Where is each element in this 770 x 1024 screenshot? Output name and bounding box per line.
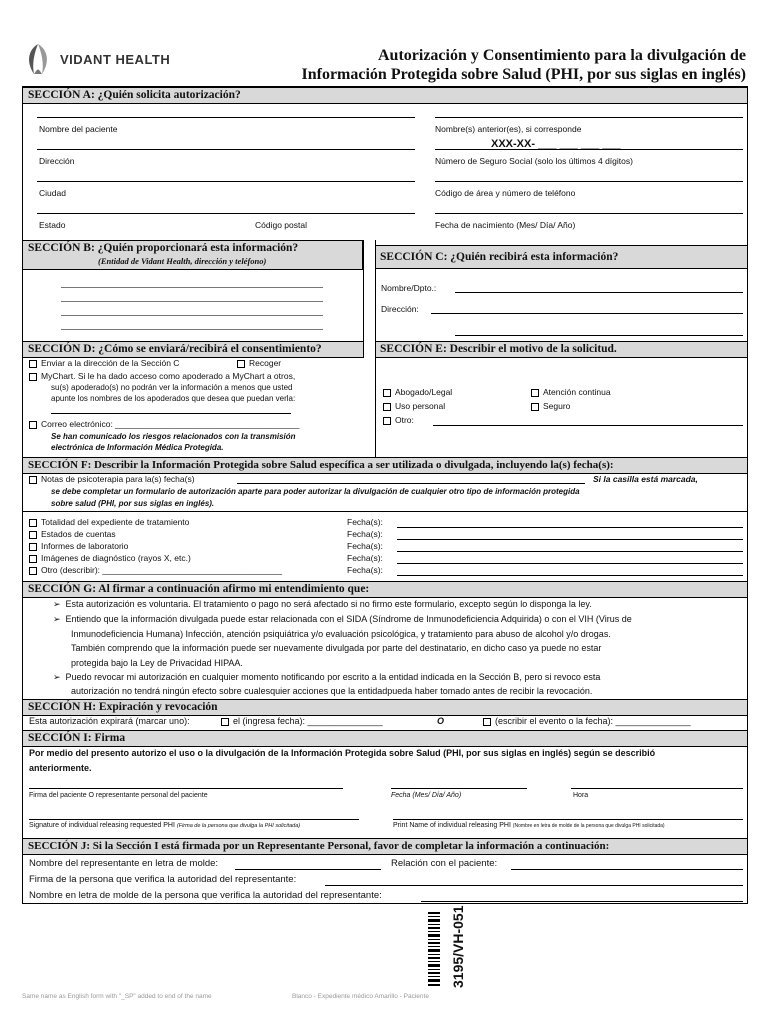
d-email-note-1: Se han comunicado los riesgos relacionados con la transmisión [51, 432, 296, 441]
prev-names-line[interactable] [435, 117, 743, 118]
d-email-note-2: electrónica de Información Médica Protegida. [51, 443, 224, 452]
j-rep-name-label: Nombre del representante en letra de molde: [29, 858, 219, 869]
e-other-checkbox[interactable] [383, 417, 391, 425]
form-title [302, 46, 747, 84]
h-event-label: (escribir el evento o la fecha): _______________ [495, 716, 691, 726]
prev-names-label: Nombre(s) anterior(es), si corresponde [435, 124, 582, 134]
de-divider [375, 341, 376, 457]
phone-line[interactable] [435, 181, 743, 182]
section-f-header: SECCIÓN F: Describir la Información Protegida sobre Salud específica a ser utilizada o divulgada, incluyendo la(s) fecha(s): [23, 457, 747, 474]
d-email-checkbox[interactable] [29, 421, 37, 429]
phone-label: Código de área y número de teléfono [435, 188, 576, 198]
d-proxy-line[interactable] [51, 413, 291, 414]
i-sig-patient-label: Firma del paciente O representante personal del paciente [29, 792, 208, 799]
section-a-header: SECCIÓN A: ¿Quién solicita autorización? [23, 87, 747, 104]
f-item-4[interactable] [29, 553, 191, 563]
d-mychart-checkbox[interactable] [29, 373, 37, 381]
title-line-2: Información Protegida sobre Salud (PHI, por sus siglas en inglés) [301, 66, 746, 83]
ssn-mask: XXX-XX- ___ ___ ___ ___ [491, 138, 621, 150]
e-personal-label: Uso personal [395, 401, 446, 411]
g-b3-text-2: autorización no tendrá ningún efecto sobre cualesquier acciones que la entidadpueda haber tomado antes de recibir la revocación. [71, 686, 593, 696]
f-item-3-label: Informes de laboratorio [41, 541, 129, 551]
c-address-line[interactable] [431, 313, 743, 314]
i-print-releasing-en: Print Name of individual releasing PHI [393, 822, 511, 829]
section-h-header: SECCIÓN H: Expiración y revocación [23, 699, 747, 716]
f-date-line-2[interactable] [397, 539, 743, 540]
state-label: Estado [39, 220, 66, 230]
f-item-5-label: Otro (describir): ______________________________________ [41, 565, 283, 575]
c-address-label: Dirección: [381, 304, 419, 314]
g-bullet-2 [53, 613, 713, 625]
e-lawyer-label: Abogado/Legal [395, 387, 453, 397]
section-d-header: SECCIÓN D: ¿Cómo se enviará/recibirá el consentimiento? [23, 341, 364, 358]
section-g-header: SECCIÓN G: Al firmar a continuación afirmo mi entendimiento que: [23, 581, 747, 598]
section-j-header: SECCIÓN J: Si la Sección I está firmada por un Representante Personal, favor de completar la información a continuación: [23, 838, 747, 855]
dob-line[interactable] [435, 213, 743, 214]
e-insurance-checkbox[interactable] [531, 403, 539, 411]
h-opt-date[interactable] [221, 716, 383, 726]
section-c-header: SECCIÓN C: ¿Quién recibirá esta información? [375, 245, 747, 269]
d-send-checkbox[interactable] [29, 360, 37, 368]
g-b2-text-4: protegida bajo la Ley de Privacidad HIPAA. [71, 658, 243, 668]
dob-label: Fecha de nacimiento (Mes/ Día/ Año) [435, 220, 576, 230]
h-or: O [437, 716, 445, 726]
e-opt-lawyer[interactable] [383, 387, 452, 397]
section-e-header: SECCIÓN E: Describir el motivo de la solicitud. [375, 341, 747, 358]
j-verifier-sig-line[interactable] [325, 885, 743, 886]
f-item-4-checkbox[interactable] [29, 555, 37, 563]
g-b2-text-1: Entiendo que la información divulgada puede estar relacionada con el SIDA (Síndrome de Inmunodeficiencia Adquirida) o con el VIH (Virus de [65, 614, 632, 624]
g-b3-text-1: Puedo revocar mi autorización en cualquier momento notificando por escrito a la entidad indicada en la Sección B, pero si revoco esta [65, 672, 601, 682]
f-psych-checkbox[interactable] [29, 476, 37, 484]
d-opt-mychart[interactable] [29, 371, 295, 381]
f-date-line-4[interactable] [397, 563, 743, 564]
e-other-label: Otro: [395, 415, 414, 425]
address-label: Dirección [39, 156, 75, 166]
i-sig-releasing-en: Signature of individual releasing requested PHI [29, 822, 175, 829]
j-relation-line[interactable] [511, 869, 743, 870]
i-statement-1: Por medio del presento autorizo el uso o la divulgación de la Información Protegida sobre Salud (PHI, por sus siglas en inglés) según se describió [29, 748, 656, 758]
f-item-1[interactable] [29, 517, 189, 527]
f-psych-label: Notas de psicoterapia para la(s) fecha(s) [41, 474, 195, 484]
g-bullet-3 [53, 671, 713, 683]
e-opt-care[interactable] [531, 387, 611, 397]
f-item-4-label: Imágenes de diagnóstico (rayos X, etc.) [41, 553, 191, 563]
i-print-releasing-label [393, 822, 665, 829]
f-date-label-2: Fecha(s): [347, 529, 383, 539]
j-rep-name-line[interactable] [235, 869, 381, 870]
b-right-border [363, 240, 364, 342]
patient-name-label: Nombre del paciente [39, 124, 118, 134]
g-bullet-1 [53, 598, 713, 610]
i-date-label: Fecha (Mes/ Día/ Año) [391, 792, 462, 799]
b-line-2[interactable] [61, 301, 323, 302]
vidant-logo [22, 42, 170, 76]
d-mychart-line-2: su(s) apoderado(s) no podrán ver la información a menos que usted [51, 383, 293, 392]
d-pickup-checkbox[interactable] [237, 360, 245, 368]
i-sig-releasing-es: (Firma de la persona que divulga la PHI solicitada) [176, 823, 301, 829]
f-date-label-4: Fecha(s): [347, 553, 383, 563]
f-date-label-1: Fecha(s): [347, 517, 383, 527]
j-verifier-sig-label: Firma de la persona que verifica la autoridad del representante: [29, 874, 297, 885]
g-b1-text: Esta autorización es voluntaria. El tratamiento o pago no será afectado si no firmo este formulario, excepto según lo disponga la ley. [65, 599, 592, 609]
c-name-line[interactable] [455, 292, 743, 293]
c-address-line-2[interactable] [455, 335, 743, 336]
j-relation-label: Relación con el paciente: [391, 858, 498, 869]
f-date-line-5[interactable] [397, 575, 743, 576]
f-date-line-3[interactable] [397, 551, 743, 552]
e-opt-personal[interactable] [383, 401, 445, 411]
b-line-4[interactable] [61, 329, 323, 330]
e-opt-insurance[interactable] [531, 401, 570, 411]
logo-text: VIDANT HEALTH [60, 51, 171, 67]
section-b-header [23, 240, 363, 270]
j-verifier-name-line[interactable] [421, 901, 743, 902]
f-item-1-checkbox[interactable] [29, 519, 37, 527]
address-line[interactable] [37, 149, 415, 150]
e-care-label: Atención continua [543, 387, 611, 397]
ssn-label: Número de Seguro Social (solo los últimos 4 dígitos) [435, 156, 633, 166]
f-psych-dates-line[interactable] [237, 483, 585, 484]
i-date-line[interactable] [391, 788, 527, 789]
d-pickup-label: Recoger [249, 358, 282, 368]
f-item-2[interactable] [29, 529, 116, 539]
ssn-line[interactable] [435, 149, 743, 150]
f-item-3-checkbox[interactable] [29, 543, 37, 551]
barcode-text: 3195/VH-051 [450, 905, 466, 988]
i-time-label: Hora [573, 792, 589, 799]
d-opt-send[interactable] [29, 358, 179, 368]
f-psych-note-right: Si la casilla está marcada, [593, 474, 698, 484]
d-email-label: Correo electrónico: _______________________________________ [41, 419, 300, 429]
f-psych-note-2: sobre salud (PHI, por sus siglas en inglés). [51, 499, 215, 508]
i-statement-2: anteriormente. [29, 763, 92, 773]
f-date-line-1[interactable] [397, 527, 743, 528]
f-date-label-5: Fecha(s): [347, 565, 383, 575]
footer-center: Blanco - Expediente médico Amarillo - Paciente [292, 993, 429, 1000]
f-item-2-label: Estados de cuentas [41, 529, 116, 539]
b-line-3[interactable] [61, 315, 323, 316]
b-line-1[interactable] [61, 287, 323, 288]
f-item-2-checkbox[interactable] [29, 531, 37, 539]
f-item-3[interactable] [29, 541, 128, 551]
e-care-checkbox[interactable] [531, 389, 539, 397]
i-print-releasing-es: (Nombre en letra de molde de la persona que divulga PHI solicitada) [512, 823, 665, 829]
d-mychart-line-3: apunte los nombres de los apoderados que desea que puedan verla: [51, 394, 296, 403]
d-opt-email[interactable] [29, 419, 300, 429]
state-zip-line[interactable] [37, 213, 415, 214]
j-verifier-name-label: Nombre en letra de molde de la persona que verifica la autoridad del representante: [29, 890, 382, 901]
title-line-1: Autorización y Consentimiento para la divulgación de [377, 47, 746, 64]
section-b-subtitle: (Entidad de Vidant Health, dirección y teléfono) [98, 256, 267, 266]
section-i-header: SECCIÓN I: Firma [23, 730, 747, 747]
d-mychart-line-1: MyChart. Si le ha dado acceso como apoderado a MyChart a otros, [41, 371, 296, 381]
city-label: Ciudad [39, 188, 66, 198]
f-divider [23, 511, 747, 512]
form-frame [22, 86, 748, 904]
g-b2-text-3: También comprendo que la información puede ser nuevamente divulgada por parte del destinatario, en dicho caso ya puede no estar [71, 643, 602, 653]
e-opt-other[interactable] [383, 415, 414, 425]
e-insurance-label: Seguro [543, 401, 571, 411]
f-date-label-3: Fecha(s): [347, 541, 383, 551]
i-sig-patient-line[interactable] [29, 788, 343, 789]
d-send-label: Enviar a la dirección de la Sección C [41, 358, 180, 368]
arrow-icon: ➢ [53, 599, 66, 609]
f-item-5-checkbox[interactable] [29, 567, 37, 575]
i-sig-releasing-label [29, 822, 300, 829]
f-item-5[interactable] [29, 565, 282, 575]
h-opt-event[interactable] [483, 716, 691, 726]
c-left-border [375, 240, 376, 342]
section-b-title: SECCIÓN B: ¿Quién proporcionará esta información? [28, 242, 299, 254]
g-b2-text-2: Inmunodeficiencia Humana) Infección, atención psiquiátrica y/o evaluación psicológica, y tratamiento para abuso de alcohol y/o drogas. [71, 629, 611, 639]
h-event-checkbox[interactable] [483, 718, 491, 726]
i-print-releasing-line[interactable] [393, 819, 743, 820]
h-text: Esta autorización expirará (marcar uno): [29, 716, 190, 726]
footer-left: Same name as English form with "_SP" added to end of the name [22, 993, 212, 1000]
f-item-1-label: Totalidad del expediente de tratamiento [41, 517, 190, 527]
arrow-icon: ➢ [53, 614, 66, 624]
f-psych-note-1: se debe completar un formulario de autorización aparte para poder autorizar la divulgación de cualquier otro tipo de información protegida [51, 487, 580, 496]
i-sig-releasing-line[interactable] [29, 819, 359, 820]
h-date-checkbox[interactable] [221, 718, 229, 726]
f-psych-option[interactable] [29, 474, 195, 484]
city-line[interactable] [37, 181, 415, 182]
vidant-leaf-icon [22, 42, 54, 76]
zip-label: Código postal [255, 220, 307, 230]
c-name-label: Nombre/Dpto.: [381, 283, 437, 293]
h-date-label: el (ingresa fecha): _______________ [233, 716, 383, 726]
d-opt-pickup[interactable] [237, 358, 281, 368]
arrow-icon: ➢ [53, 672, 66, 682]
i-time-line[interactable] [571, 788, 743, 789]
e-personal-checkbox[interactable] [383, 403, 391, 411]
e-lawyer-checkbox[interactable] [383, 389, 391, 397]
e-other-line[interactable] [433, 425, 743, 426]
patient-name-line[interactable] [37, 117, 415, 118]
